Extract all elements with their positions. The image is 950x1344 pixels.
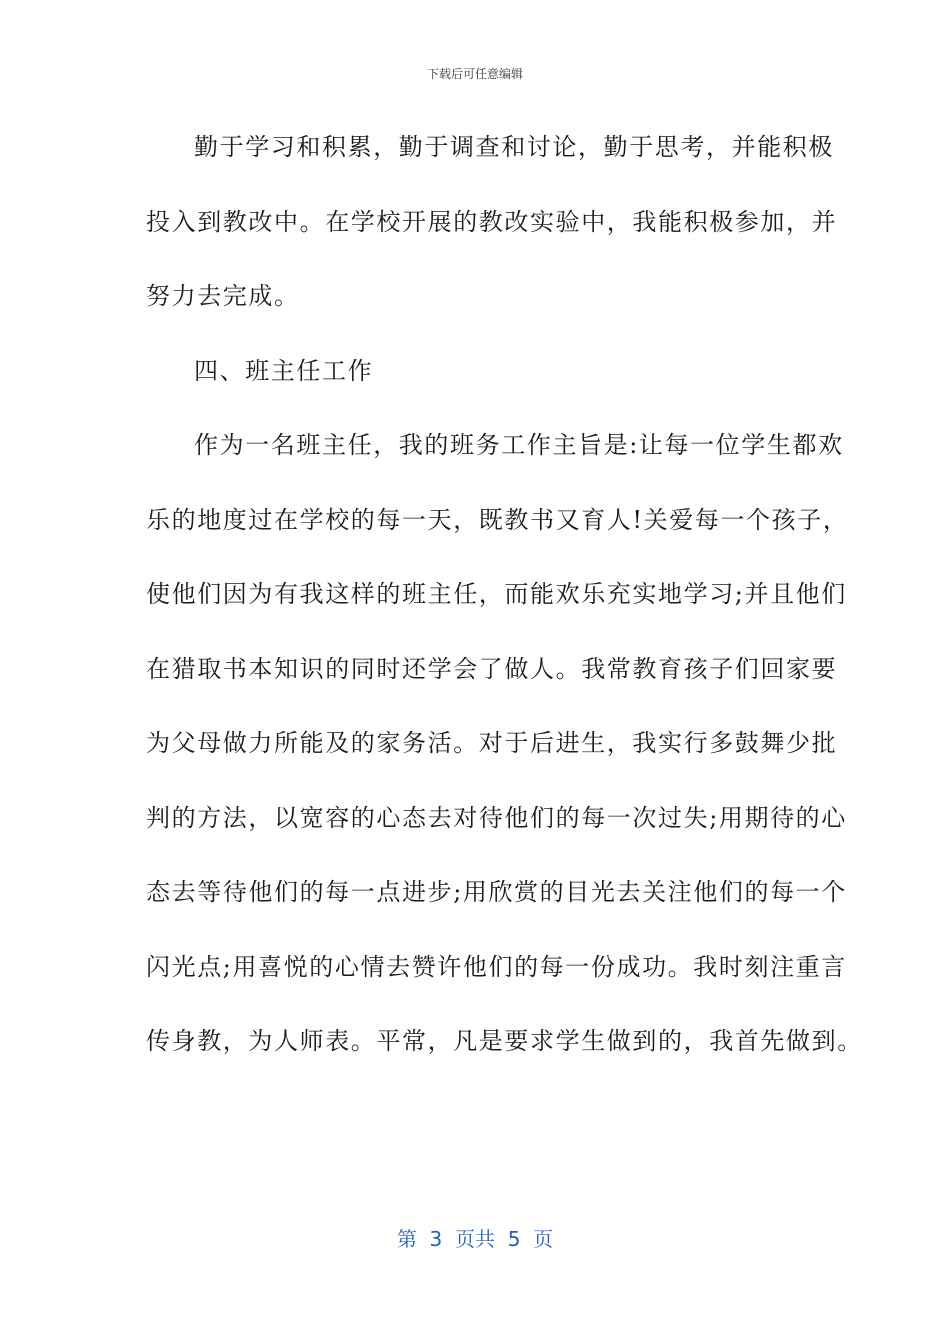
page-number-footer: 第 3 页共 5 页 <box>396 1227 554 1251</box>
paragraph-line: 在猎取书本知识的同时还学会了做人。我常教育孩子们回家要 <box>146 654 838 683</box>
paragraph-line: 判的方法，以宽容的心态去对待他们的每一次过失;用期待的心 <box>146 803 847 832</box>
paragraph-line: 传身教，为人师表。平常，凡是要求学生做到的，我首先做到。 <box>146 1027 863 1055</box>
paragraph-line: 勤于学习和积累，勤于调查和讨论，勤于思考，并能积极 <box>194 133 834 161</box>
page-header: 下载后可任意编辑 <box>426 67 523 81</box>
paragraph-line: 闪光点;用喜悦的心情去赞许他们的每一份成功。我时刻注重言 <box>146 952 847 981</box>
paragraph-line: 使他们因为有我这样的班主任，而能欢乐充实地学习;并且他们 <box>146 580 847 608</box>
section-heading: 四、班主任工作 <box>194 356 374 385</box>
body-text <box>146 120 863 1089</box>
paragraph-line: 为父母做力所能及的家务活。对于后进生，我实行多鼓舞少批 <box>146 729 838 757</box>
paragraph-line: 态去等待他们的每一点进步;用欣赏的目光去关注他们的每一个 <box>146 878 847 906</box>
paragraph-line: 投入到教改中。在学校开展的教改实验中，我能积极参加，并 <box>146 207 838 236</box>
paragraph-line: 努力去完成。 <box>146 282 300 310</box>
paragraph-line: 乐的地度过在学校的每一天，既教书又育人!关爱每一个孩子， <box>146 505 849 534</box>
paragraph-line: 作为一名班主任，我的班务工作主旨是:让每一位学生都欢 <box>194 431 844 459</box>
